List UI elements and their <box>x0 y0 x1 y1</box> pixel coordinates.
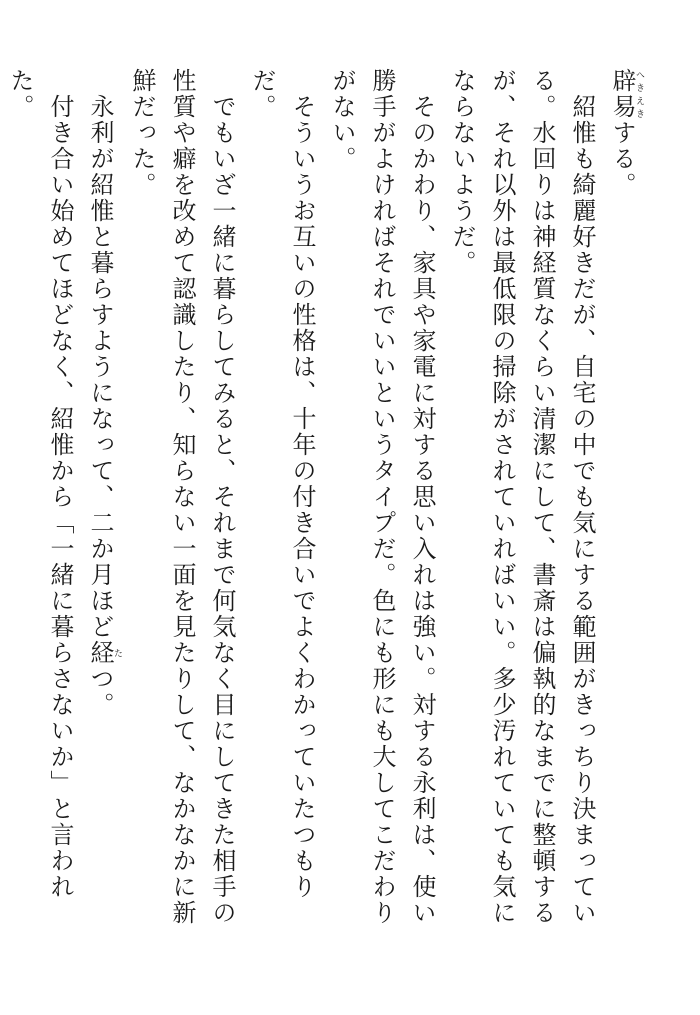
paragraph-7: 付き合い始めてほどなく、紹惟から「一緒に暮らさないか」と言われた。 <box>6 68 74 900</box>
paragraph-3: そのかわり、家具や家電に対する思い入れは強い。対する永利は、使い勝手がよければそれでいいというタイプだ。色にも形にも大してこだわりがない。 <box>328 68 436 926</box>
paragraph-6: 永利が紹惟と暮らすようになって、二か月ほど経たつ。 <box>86 68 122 718</box>
paragraph-5: でもいざ一緒に暮らしてみると、それまで何気なく目にしてきた相手の性質や癖を改めて認識したり、知らない一面を見たりして、なかなかに新鮮だった。 <box>128 68 236 926</box>
paragraph-1: 辟易へきえきする。 <box>608 68 644 198</box>
vertical-text-body <box>0 68 644 948</box>
ruby-hekieki: 辟易へきえき <box>608 68 644 120</box>
ruby-ta: 経た <box>86 640 122 666</box>
paragraph-2: 紹惟も綺麗好きだが、自宅の中でも気にする範囲がきっちり決まっている。水回りは神経質なくらい清潔にして、書斎は偏執的なまでに整頓するが、それ以外は最低限の掃除がされていればいい。多少汚れていても気にならないようだ。 <box>448 68 596 926</box>
paragraph-4: そういうお互いの性格は、十年の付き合いでよくわかっていたつもりだ。 <box>248 68 316 900</box>
